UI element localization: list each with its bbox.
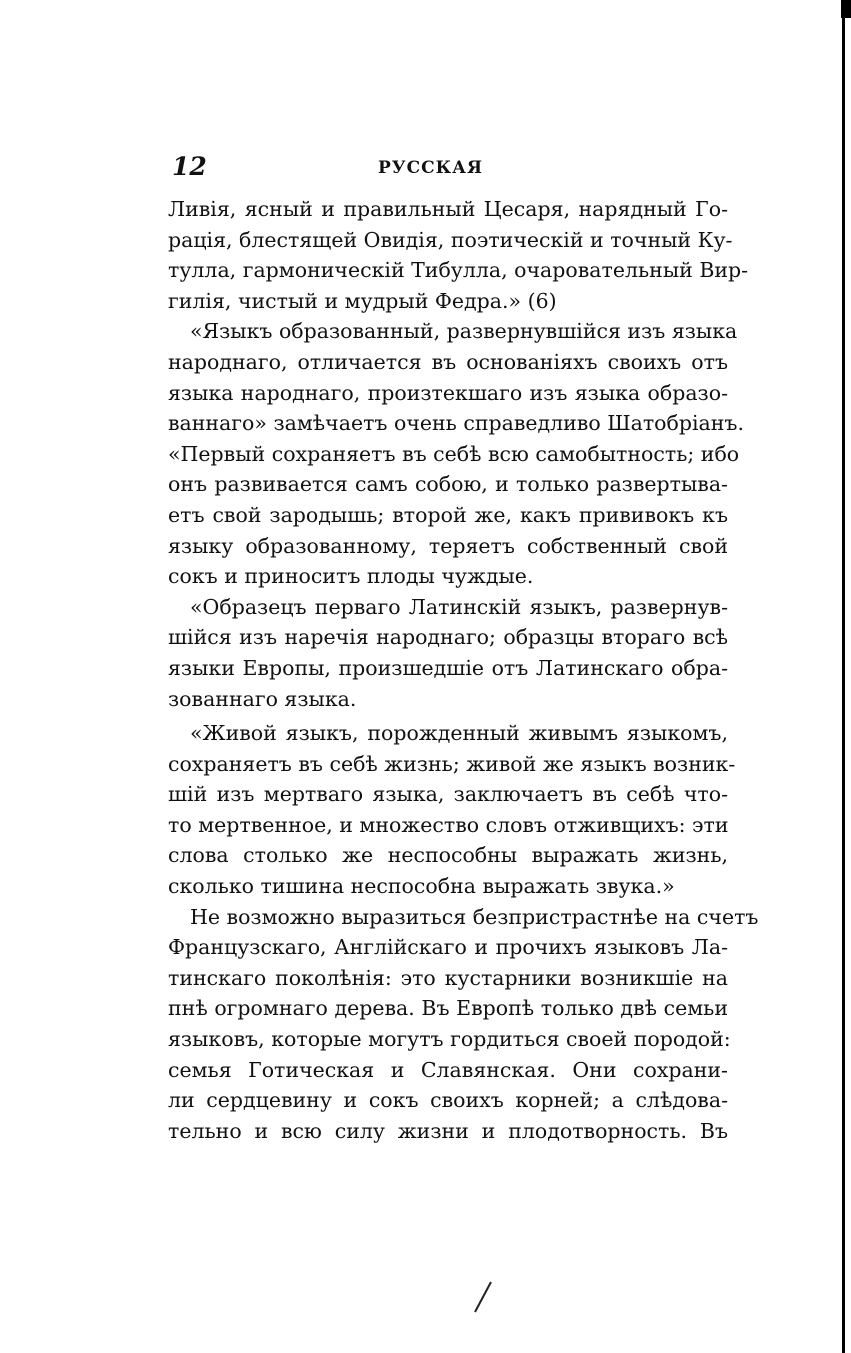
- paragraph: [168, 194, 749, 316]
- text-line: етъ свой зародышь; второй же, какъ прививокъ къ: [168, 502, 728, 527]
- paragraph: [168, 902, 759, 1147]
- text-line: тулла, гармоническій Тибулла, очаровательный Вир-: [168, 258, 749, 283]
- paragraph: [168, 592, 728, 714]
- text-line: тинскаго поколѣнія: это кустарники возникшіе на: [168, 965, 728, 990]
- text-line: «Первый сохраняетъ въ себѣ всю самобытность; ибо: [168, 441, 740, 466]
- text-line: языку образованному, теряетъ собственный свой: [168, 533, 728, 558]
- text-line: гилія, чистый и мудрый Федра.» (6): [168, 288, 557, 313]
- text-line: «Образецъ перваго Латинскій языкъ, развернув-: [190, 594, 728, 619]
- text-line: «Языкъ образованный, развернувшійся изъ языка: [190, 319, 738, 344]
- text-line: шійся изъ наречія народнаго; образцы втораго всѣ: [168, 625, 728, 650]
- text-line: онъ развивается самъ собою, и только развертыва-: [168, 472, 728, 497]
- page-header: [168, 150, 728, 184]
- running-head: РУССКАЯ: [378, 158, 483, 178]
- text-line: семья Готическая и Славянская. Они сохрани-: [168, 1057, 728, 1082]
- text-line: сохраняетъ въ себѣ жизнь; живой же языкъ возник-: [168, 751, 736, 776]
- paragraph: [168, 718, 736, 902]
- text-line: шій изъ мертваго языка, заключаетъ въ себѣ что-: [168, 782, 728, 807]
- text-line: то мертвенное, и множество словъ отживщихъ: эти: [168, 812, 729, 837]
- scan-edge-line: [842, 0, 845, 1353]
- text-line: зованнаго языка.: [168, 686, 357, 711]
- text-line: Французскаго, Англійскаго и прочихъ языковъ Ла-: [168, 935, 728, 960]
- text-line: пнѣ огромнаго дерева. Въ Европѣ только двѣ семьи: [168, 996, 728, 1021]
- text-line: народнаго, отличается въ основаніяхъ своихъ отъ: [168, 349, 728, 374]
- text-line: тельно и всю силу жизни и плодотворность. Въ: [168, 1118, 728, 1143]
- text-line: «Живой языкъ, порожденный живымъ языкомъ,: [190, 721, 728, 746]
- text-line: языки Европы, произшедшіе отъ Латинскаго обра-: [168, 655, 728, 680]
- pen-stroke-mark: [474, 1282, 492, 1313]
- text-line: ли сердцевину и сокъ своихъ корней; а слѣдова-: [168, 1088, 728, 1113]
- body-text: [168, 194, 759, 1146]
- text-line: языка народнаго, произтекшаго изъ языка образо-: [168, 380, 728, 405]
- text-line: ваннаго» замѣчаетъ очень справедливо Шатобріанъ.: [168, 411, 744, 436]
- text-line: слова столько же неспособны выражать жизнь,: [168, 843, 728, 868]
- text-line: языковъ, которые могутъ гордиться своей породой:: [168, 1027, 731, 1052]
- page-number: 12: [172, 152, 207, 181]
- paragraph: [168, 316, 744, 591]
- text-line: Не возможно выразиться безпристрастнѣе на счетъ: [190, 904, 759, 929]
- text-line: сокъ и приноситъ плоды чуждые.: [168, 564, 534, 589]
- text-line: Ливія, ясный и правильный Цесаря, нарядный Го-: [168, 197, 728, 221]
- text-line: рація, блестящей Овидія, поэтическій и точный Ку-: [168, 227, 733, 252]
- text-line: сколько тишина неспособна выражать звука.»: [168, 874, 675, 899]
